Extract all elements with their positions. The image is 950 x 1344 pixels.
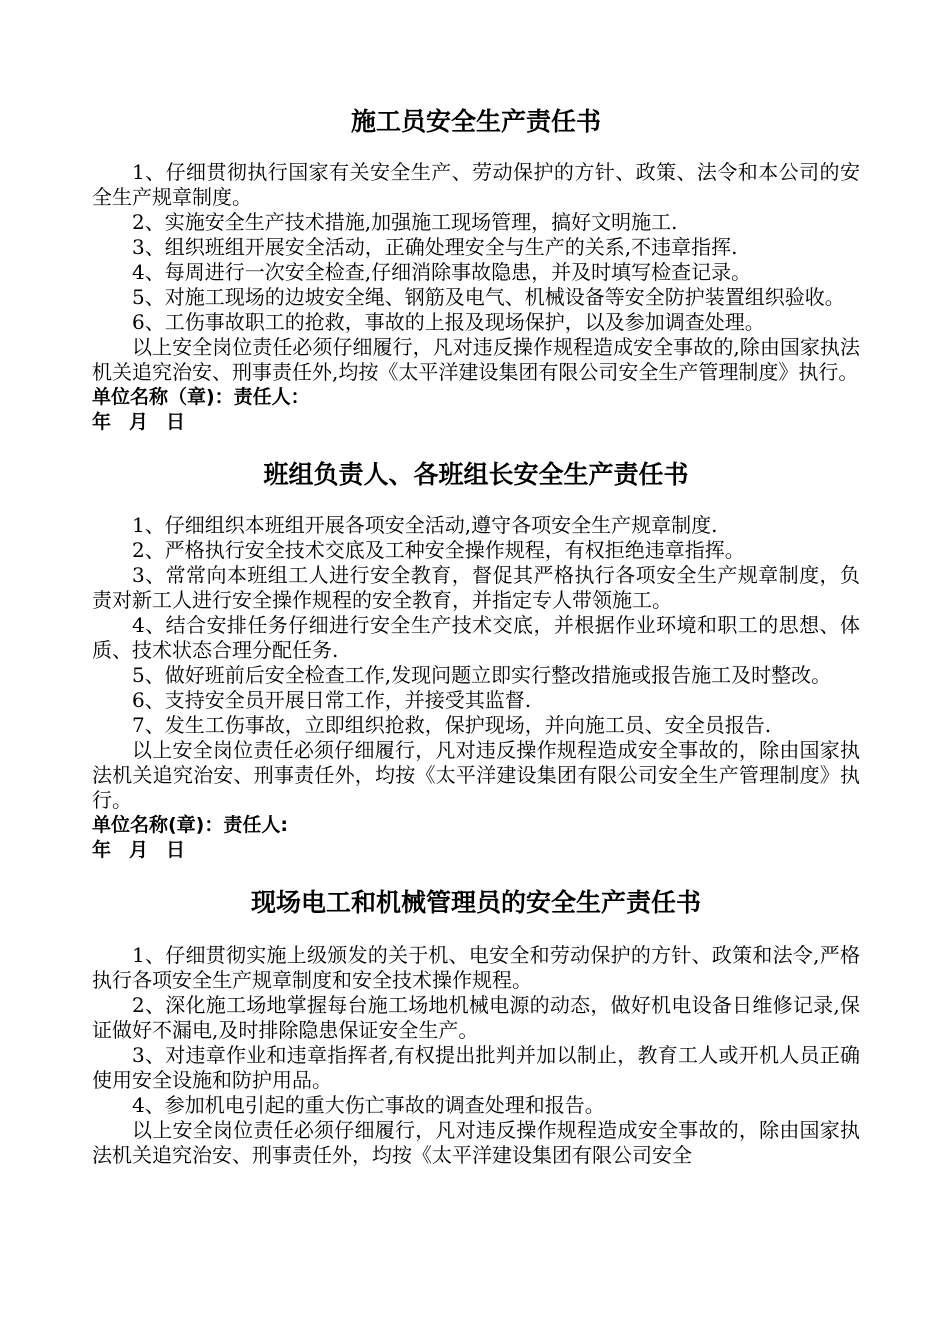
- clause: 1、仔细组织本班组开展各项安全活动,遵守各项安全生产规章制度.: [132, 513, 718, 537]
- section-title: 现场电工和机械管理员的安全生产责任书: [250, 888, 701, 917]
- section-title: 施工员安全生产责任书: [350, 107, 601, 136]
- section-electrician-machinery: [92, 887, 860, 1168]
- clause: 4、每周进行一次安全检查,仔细消除事故隐患，并及时填写检查记录。: [132, 260, 752, 284]
- clause: 3、常常向本班组工人进行安全教育，督促其严格执行各项安全生产规章制度，负责对新工人进行安全操作规程的安全教育，并指定专人带领施工。: [92, 563, 860, 612]
- clause: 3、对违章作业和违章指挥者,有权提出批判并加以制止，教育工人或开机人员正确使用安全设施和防护用品。: [92, 1043, 860, 1092]
- clause: 2、实施安全生产技术措施,加强施工现场管理，搞好文明施工.: [132, 210, 678, 234]
- clause: 4、结合安排任务仔细进行安全生产技术交底，并根据作业环境和职工的思想、体质、技术状态合理分配任务.: [92, 613, 860, 662]
- closing-clause: 以上安全岗位责任必须仔细履行，凡对违反操作规程造成安全事故的,除由国家执法机关追究治安、刑事责任外,均按《太平洋建设集团有限公司安全生产管理制度》执行。: [92, 335, 860, 384]
- clause: 1、仔细贯彻实施上级颁发的关于机、电安全和劳动保护的方针、政策和法令,严格执行各项安全生产规章制度和安全技术操作规程。: [92, 943, 860, 992]
- closing-clause: 以上安全岗位责任必须仔细履行，凡对违反操作规程造成安全事故的，除由国家执法机关追究治安、刑事责任外，均按《太平洋建设集团有限公司安全生产管理制度》执行。: [92, 738, 860, 812]
- clause: 6、工伤事故职工的抢救，事故的上报及现场保护，以及参加调查处理。: [132, 310, 765, 334]
- clause: 3、组织班组开展安全活动，正确处理安全与生产的关系,不违章指挥.: [132, 235, 738, 259]
- signature-line: 单位名称（章)：责任人：: [92, 386, 310, 408]
- clause: 7、发生工伤事故，立即组织抢救，保护现场，并向施工员、安全员报告.: [132, 713, 772, 737]
- closing-clause: 以上安全岗位责任必须仔细履行，凡对违反操作规程造成安全事故的，除由国家执法机关追究治安、刑事责任外，均按《太平洋建设集团有限公司安全: [92, 1118, 860, 1167]
- clause: 6、支持安全员开展日常工作，并接受其监督.: [132, 688, 532, 712]
- section-title: 班组负责人、各班组长安全生产责任书: [263, 460, 689, 489]
- clause: 2、深化施工场地掌握每台施工场地机械电源的动态，做好机电设备日维修记录,保证做好不漏电,及时排除隐患保证安全生产。: [92, 993, 860, 1042]
- signature-line: 单位名称(章)：责任人:: [92, 814, 288, 836]
- clause: 1、仔细贯彻执行国家有关安全生产、劳动保护的方针、政策、法令和本公司的安全生产规章制度。: [92, 160, 860, 209]
- section-construction-worker: [92, 106, 860, 435]
- clause: 4、参加机电引起的重大伤亡事故的调查处理和报告。: [132, 1093, 605, 1117]
- date-line: 年 月 日: [92, 411, 186, 433]
- clause: 5、对施工现场的边坡安全绳、钢筋及电气、机械设备等安全防护装置组织验收。: [132, 285, 845, 309]
- clause: 5、做好班前后安全检查工作,发现问题立即实行整改措施或报告施工及时整改。: [132, 663, 832, 687]
- clause: 2、严格执行安全技术交底及工种安全操作规程，有权拒绝违章指挥。: [132, 538, 745, 562]
- date-line: 年 月 日: [92, 839, 186, 861]
- section-team-leader: [92, 459, 860, 863]
- document-page: [92, 100, 860, 1168]
